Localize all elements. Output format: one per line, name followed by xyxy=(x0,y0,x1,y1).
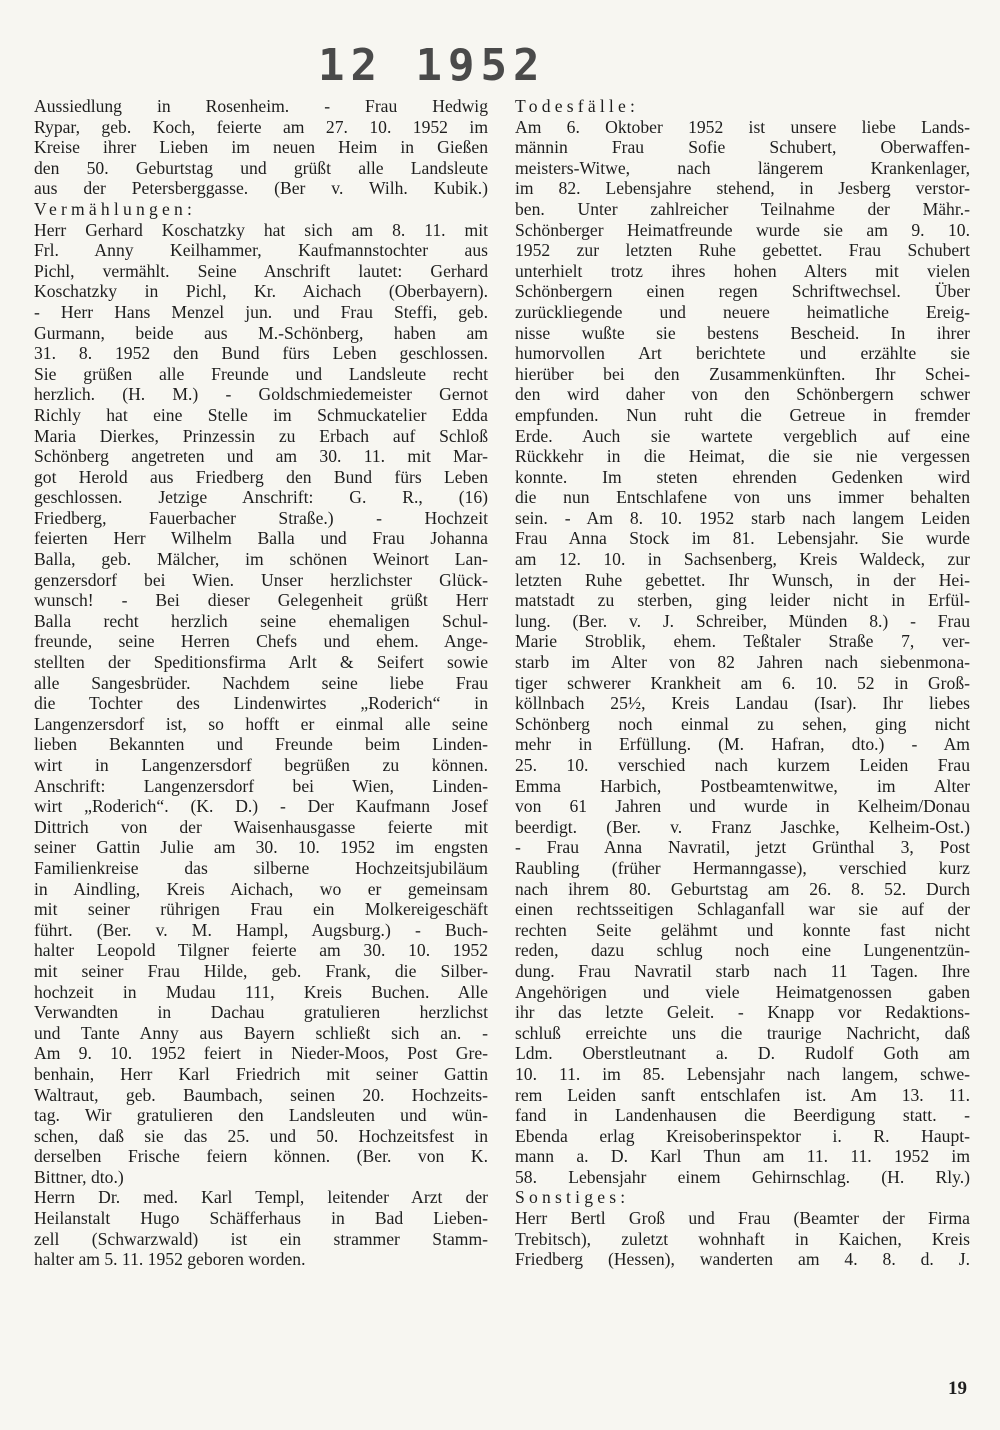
text-line: Langenzersdorf ist, so hofft er einmal alle seine xyxy=(34,713,488,734)
text-line: Balla recht herzlich seine ehemaligen Schul- xyxy=(34,610,488,631)
text-line: Am 9. 10. 1952 feiert in Nieder-Moos, Post Gre- xyxy=(34,1043,488,1064)
text-line: nisse wußte sie bestens Bescheid. In ihrer xyxy=(515,322,970,343)
text-line: genzersdorf bei Wien. Unser herzlichster Glück- xyxy=(34,569,488,590)
section-heading-todesfaelle: Todesfälle: xyxy=(515,96,640,116)
text-line: 58. Lebensjahr einem Gehirnschlag. (H. Rly.) xyxy=(515,1166,970,1187)
left-column xyxy=(34,96,488,1270)
text-line: derselben Frische feiern können. (Ber. von K. xyxy=(34,1146,488,1167)
text-line: Bittner, dto.) xyxy=(34,1166,124,1187)
text-line: hochzeit in Mudau 111, Kreis Buchen. Alle xyxy=(34,981,488,1002)
text-line: stellten der Speditionsfirma Arlt & Seifert sowie xyxy=(34,652,488,673)
text-line: got Herold aus Friedberg den Bund fürs Leben xyxy=(34,466,488,487)
text-line: 31. 8. 1952 den Bund fürs Leben geschlossen. xyxy=(34,343,488,364)
text-line: herzlich. (H. M.) - Goldschmiedemeister Gernot xyxy=(34,384,488,405)
text-line: - Herr Hans Menzel jun. und Frau Steffi, geb. xyxy=(34,301,488,322)
text-line: ihr das letzte Geleit. - Knapp vor Redaktions- xyxy=(515,1002,970,1023)
text-line: meisters-Witwe, nach längerem Krankenlager, xyxy=(515,157,970,178)
text-line: lieben Bekannten und Freunde beim Linden- xyxy=(34,734,488,755)
text-line: Friedberg, Fauerbacher Straße.) - Hochzeit xyxy=(34,507,488,528)
text-line: alle Sangesbrüder. Nachdem seine liebe Frau xyxy=(34,672,488,693)
text-line: reden, dazu schlug noch eine Lungenentzün- xyxy=(515,940,970,961)
text-line: Ebenda erlag Kreisoberinspektor i. R. Haupt- xyxy=(515,1125,970,1146)
text-line: führt. (Ber. v. M. Hampl, Augsburg.) - Buch- xyxy=(34,919,488,940)
text-line: Frl. Anny Keilhammer, Kaufmannstochter aus xyxy=(34,240,488,261)
text-line: Balla, geb. Mälcher, im schönen Weinort Lan- xyxy=(34,549,488,570)
text-line: Schönberg noch einmal zu sehen, ging nicht xyxy=(515,713,970,734)
text-line: feierten Herr Wilhelm Balla und Frau Johanna xyxy=(34,528,488,549)
text-line: einen rechtsseitigen Schlaganfall war sie auf der xyxy=(515,899,970,920)
text-line: humorvollen Art berichtete und erzählte sie xyxy=(515,343,970,364)
text-line: Verwandten in Dachau gratulieren herzlichst xyxy=(34,1002,488,1023)
text-line: beerdigt. (Ber. v. Franz Jaschke, Kelheim-Ost.) xyxy=(515,816,970,837)
text-line: Gurmann, beide aus M.-Schönberg, haben am xyxy=(34,322,488,343)
text-line: Ldm. Oberstleutnant a. D. Rudolf Goth am xyxy=(515,1043,970,1064)
text-line: 25. 10. verschied nach kurzem Leiden Frau xyxy=(515,755,970,775)
text-line: ben. Unter zahlreicher Teilnahme der Mähr.- xyxy=(515,198,970,219)
text-line: halter Leopold Tilgner feierte am 30. 10. 1952 xyxy=(34,940,488,961)
text-line: mit seiner Frau Hilde, geb. Frank, die Silber- xyxy=(34,960,488,981)
text-line: - Frau Anna Navratil, jetzt Grünthal 3, Post xyxy=(515,837,970,858)
text-line: Pichl, vermählt. Seine Anschrift lautet: Gerhard xyxy=(34,260,488,281)
text-line: rechten Seite gelähmt und konnte fast nicht xyxy=(515,919,970,940)
text-line: Waltraut, geb. Baumbach, seinen 20. Hochzeits- xyxy=(34,1084,488,1105)
text-line: Friedberg (Hessen), wanderten am 4. 8. d. J. xyxy=(515,1249,970,1270)
text-line: den 50. Geburtstag und grüßt alle Landsleute xyxy=(34,157,488,178)
text-line: und Tante Anny aus Bayern schließt sich an. - xyxy=(34,1022,488,1043)
text-line: starb im Alter von 82 Jahren nach siebenmona- xyxy=(515,652,970,673)
text-line: den wird daher von den Schönbergern schwer xyxy=(515,384,970,405)
text-line: Herrn Dr. med. Karl Templ, leitender Arzt der xyxy=(34,1187,488,1208)
text-line: Kreise ihrer Lieben im neuen Heim in Gießen xyxy=(34,137,488,158)
text-line: in Aindling, Kreis Aichach, wo er gemeinsam xyxy=(34,878,488,899)
text-line: Maria Dierkes, Prinzessin zu Erbach auf Schloß xyxy=(34,425,488,446)
text-line: köllnbach 25½, Kreis Landau (Isar). Ihr liebes xyxy=(515,693,970,714)
text-line: Raubling (früher Hermanngasse), verschied kurz xyxy=(515,857,970,878)
text-line: zurückliegende und neuere heimatliche Ereig- xyxy=(515,301,970,322)
text-line: matstadt zu sterben, ging leider nicht in Erfül- xyxy=(515,590,970,611)
text-line: empfunden. Nun ruht die Getreue in fremder xyxy=(515,404,970,425)
text-line: die Tochter des Lindenwirtes „Roderich“ in xyxy=(34,693,488,714)
text-line: 1952 zur letzten Ruhe gebettet. Frau Schubert xyxy=(515,240,970,261)
text-line: letzten Ruhe gebettet. Ihr Wunsch, in der Hei- xyxy=(515,569,970,590)
text-line: hierüber bei den Zusammenkünften. Ihr Schei- xyxy=(515,363,970,384)
text-line: sein. - Am 8. 10. 1952 starb nach langem Leiden xyxy=(515,507,970,528)
text-line: Marie Stroblik, ehem. Teßtaler Straße 7, ver- xyxy=(515,631,970,652)
text-line: Koschatzky in Pichl, Kr. Aichach (Oberbayern). xyxy=(34,281,488,302)
text-line: Schönbergern einen regen Schriftwechsel. Über xyxy=(515,281,970,302)
text-line: Sie grüßen alle Freunde und Landsleute recht xyxy=(34,363,488,384)
text-line: mann a. D. Karl Thun am 11. 11. 1952 im xyxy=(515,1146,970,1167)
text-line: zell (Schwarzwald) ist ein strammer Stamm- xyxy=(34,1228,488,1249)
text-line: von 61 Jahren und wurde in Kelheim/Donau xyxy=(515,796,970,817)
text-line: freunde, seine Herren Chefs und ehem. Ange- xyxy=(34,631,488,652)
text-line: halter am 5. 11. 1952 geboren worden. xyxy=(34,1249,306,1270)
text-line: Schönberger Heimatfreunde wurde sie am 9. 10. xyxy=(515,219,970,240)
text-line: Schönberg angetreten und am 30. 11. mit Mar- xyxy=(34,446,488,467)
text-line: unterhielt trotz ihres hohen Alters mit vielen xyxy=(515,260,970,281)
text-line: aus der Petersberggasse. (Ber v. Wilh. Kubik.) xyxy=(34,178,488,199)
text-line: Anschrift: Langenzersdorf bei Wien, Linden- xyxy=(34,775,488,796)
text-line: Erde. Auch sie wartete vergeblich auf eine xyxy=(515,425,970,446)
text-line: schen, daß sie das 25. und 50. Hochzeitsfest in xyxy=(34,1125,488,1146)
text-line: Herr Bertl Groß und Frau (Beamter der Firma xyxy=(515,1208,970,1229)
text-line: fand in Landenhausen die Beerdigung statt. - xyxy=(515,1105,970,1126)
text-line: am 12. 10. in Sachsenberg, Kreis Waldeck, zur xyxy=(515,549,970,570)
date-stamp: 12 1952 xyxy=(318,40,546,91)
text-line: Angehörigen und viele Heimatgenossen gaben xyxy=(515,981,970,1002)
page-number: 19 xyxy=(948,1378,967,1399)
text-line: Richly hat eine Stelle im Schmuckatelier Edda xyxy=(34,404,488,425)
text-line: wirt „Roderich“. (K. D.) - Der Kaufmann Josef xyxy=(34,796,488,817)
text-line: die nun Entschlafene von uns immer behalten xyxy=(515,487,970,508)
text-line: mehr in Erfüllung. (M. Hafran, dto.) - Am xyxy=(515,734,970,755)
text-line: schluß erreichte uns die traurige Nachricht, daß xyxy=(515,1022,970,1043)
text-line: Herr Gerhard Koschatzky hat sich am 8. 11. mit xyxy=(34,219,488,240)
text-line: seiner Gattin Julie am 30. 10. 1952 im engsten xyxy=(34,837,488,858)
text-line: wirt in Langenzersdorf begrüßen zu können. xyxy=(34,755,488,775)
text-line: Rypar, geb. Koch, feierte am 27. 10. 1952 im xyxy=(34,116,488,137)
text-line: Heilanstalt Hugo Schäfferhaus in Bad Lieben- xyxy=(34,1208,488,1229)
text-line: Familienkreise das silberne Hochzeitsjubiläum xyxy=(34,857,488,878)
text-line: Dittrich von der Waisenhausgasse feierte mit xyxy=(34,816,488,837)
text-line: tag. Wir gratulieren den Landsleuten und wün- xyxy=(34,1105,488,1126)
text-line: Rückkehr in die Heimat, die sie nie vergessen xyxy=(515,446,970,467)
text-line: mit seiner rührigen Frau ein Molkereigeschäft xyxy=(34,899,488,920)
right-column xyxy=(515,96,970,1270)
text-line: rem Leiden sanft entschlafen ist. Am 13. 11. xyxy=(515,1084,970,1105)
text-line: wunsch! - Bei dieser Gelegenheit grüßt Herr xyxy=(34,590,488,611)
section-heading-vermaehlungen: Vermählungen: xyxy=(34,198,197,219)
text-line: konnte. Im steten ehrenden Gedenken wird xyxy=(515,466,970,487)
text-line: Aussiedlung in Rosenheim. - Frau Hedwig xyxy=(34,96,488,116)
text-line: lung. (Ber. v. J. Schreiber, Münden 8.) - Frau xyxy=(515,610,970,631)
text-line: Am 6. Oktober 1952 ist unsere liebe Lands- xyxy=(515,116,970,137)
text-line: benhain, Herr Karl Friedrich mit seiner Gattin xyxy=(34,1063,488,1084)
text-line: geschlossen. Jetzige Anschrift: G. R., (16) xyxy=(34,487,488,508)
text-line: nach ihrem 80. Geburtstag am 26. 8. 52. Durch xyxy=(515,878,970,899)
text-line: dung. Frau Navratil starb nach 11 Tagen. Ihre xyxy=(515,960,970,981)
text-line: männin Frau Sofie Schubert, Oberwaffen- xyxy=(515,137,970,158)
text-line: Trebitsch), zuletzt wohnhaft in Kaichen, Kreis xyxy=(515,1228,970,1249)
text-line: 10. 11. im 85. Lebensjahr nach langem, schwe- xyxy=(515,1063,970,1084)
text-line: tiger schwerer Krankheit am 6. 10. 52 in Groß- xyxy=(515,672,970,693)
text-line: im 82. Lebensjahre stehend, in Jesberg verstor- xyxy=(515,178,970,199)
section-heading-sonstiges: Sonstiges: xyxy=(515,1187,630,1208)
text-line: Emma Harbich, Postbeamtenwitwe, im Alter xyxy=(515,775,970,796)
text-line: Frau Anna Stock im 81. Lebensjahr. Sie wurde xyxy=(515,528,970,549)
